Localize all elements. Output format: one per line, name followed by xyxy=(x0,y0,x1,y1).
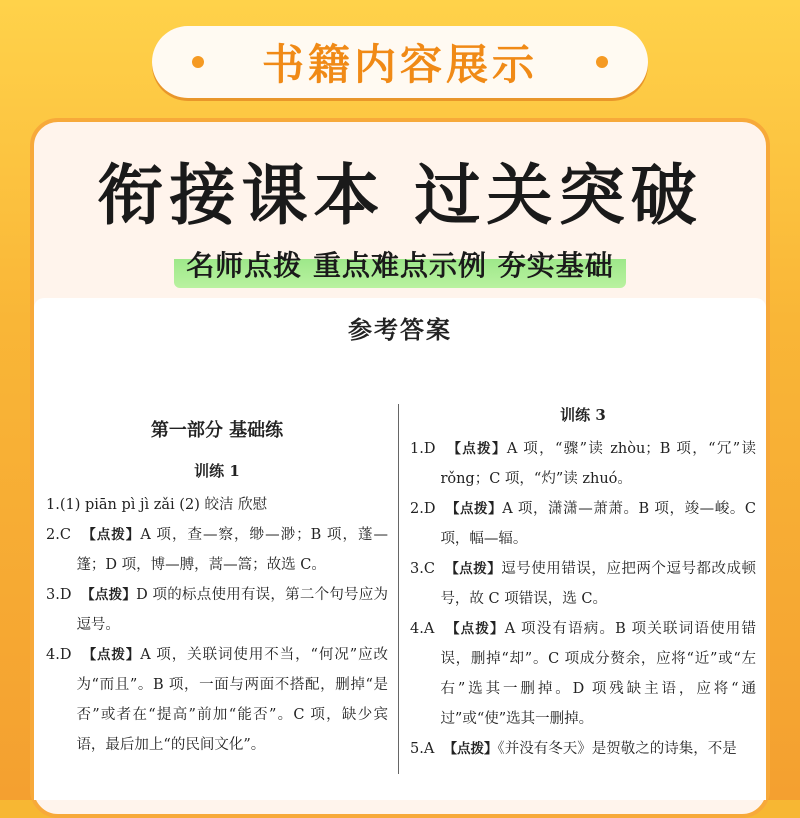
hint-label: 【点拨】 xyxy=(445,561,502,577)
banner-title: 书籍内容展示 xyxy=(261,40,538,89)
hint-label: 【点拨】 xyxy=(81,587,137,603)
hint-label: 【点拨】 xyxy=(447,441,507,457)
section-title: 训练 1 xyxy=(194,462,240,480)
section-title: 训练 3 xyxy=(560,406,606,424)
item-answer: C xyxy=(423,561,435,577)
answer-item xyxy=(410,434,756,494)
hint-label: 【点拨】 xyxy=(82,527,141,543)
item-text: A 项，查—察，缈—渺；B 项，蓬—篷；D 项，博—膊，蒿—篙；故选 C。 xyxy=(76,527,388,573)
item-answer: A xyxy=(423,621,435,637)
hint-label: 【点拨】 xyxy=(445,621,505,637)
hint-label: 【点拨】 xyxy=(82,647,141,663)
column-divider xyxy=(398,404,399,774)
item-text: A 项，潇潇—萧萧。B 项，竣—峻。C 项，幅—辐。 xyxy=(440,501,756,547)
answer-item xyxy=(410,734,756,764)
item-answer: D xyxy=(423,441,436,457)
answer-item xyxy=(46,580,388,640)
left-column xyxy=(46,410,388,760)
item-number: 4. xyxy=(46,647,60,663)
dot-icon xyxy=(596,56,608,68)
item-text: A 项，“骤”读 zhòu；B 项，“冗”读 rǒng；C 项，“灼”读 zhuó。 xyxy=(440,441,757,487)
answer-item xyxy=(410,554,756,614)
part-title: 第一部分 基础练 xyxy=(150,420,284,441)
item-answer: (1) piān pì jì zǎi (2) 皎洁 欣慰 xyxy=(59,497,268,513)
item-number: 4. xyxy=(410,621,424,637)
item-number: 2. xyxy=(410,501,424,517)
hint-label: 【点拨】 xyxy=(443,741,498,757)
item-text: 逗号使用错误，应把两个逗号都改成顿号，故 C 项错误，选 C。 xyxy=(440,561,757,607)
subline-wrap xyxy=(0,240,800,288)
answer-item xyxy=(410,494,756,554)
answer-item xyxy=(46,640,388,760)
item-text: 《并没有冬天》是贺敬之的诗集，不是 xyxy=(497,741,737,757)
hint-label: 【点拨】 xyxy=(445,501,503,517)
item-number: 3. xyxy=(46,587,60,603)
subline: 名师点拨 重点难点示例 夯实基础 xyxy=(174,240,626,288)
item-number: 3. xyxy=(410,561,424,577)
item-answer: C xyxy=(59,527,71,543)
item-answer: D xyxy=(59,587,72,603)
item-number: 5. xyxy=(410,741,424,757)
item-answer: D xyxy=(59,647,72,663)
headline: 衔接课本 过关突破 xyxy=(97,157,703,234)
right-column xyxy=(410,400,756,764)
answer-item xyxy=(46,490,388,520)
answer-item xyxy=(410,614,756,734)
answer-item xyxy=(46,520,388,580)
item-answer: A xyxy=(423,741,435,757)
banner-pill xyxy=(152,26,648,98)
answers-title: 参考答案 xyxy=(348,315,452,344)
item-text: D 项的标点使用有误，第二个句号应为逗号。 xyxy=(76,587,389,633)
item-text: A 项没有语病。B 项关联词语使用错误，删掉“却”。C 项成分赘余，应将“近”或“左右”选其一删掉。D 项残缺主语，应将“通过”或“使”选其一删掉。 xyxy=(440,621,756,727)
item-text: A 项，关联词使用不当，“何况”应改为“而且”。B 项，一面与两面不搭配，删掉“是否”或者在“提高”前加“能否”。C 项，缺少宾语，最后加上“的民间文化”。 xyxy=(76,647,389,753)
item-answer: D xyxy=(423,501,436,517)
item-number: 2. xyxy=(46,527,60,543)
item-number: 1. xyxy=(46,497,60,513)
dot-icon xyxy=(192,56,204,68)
item-number: 1. xyxy=(410,441,424,457)
